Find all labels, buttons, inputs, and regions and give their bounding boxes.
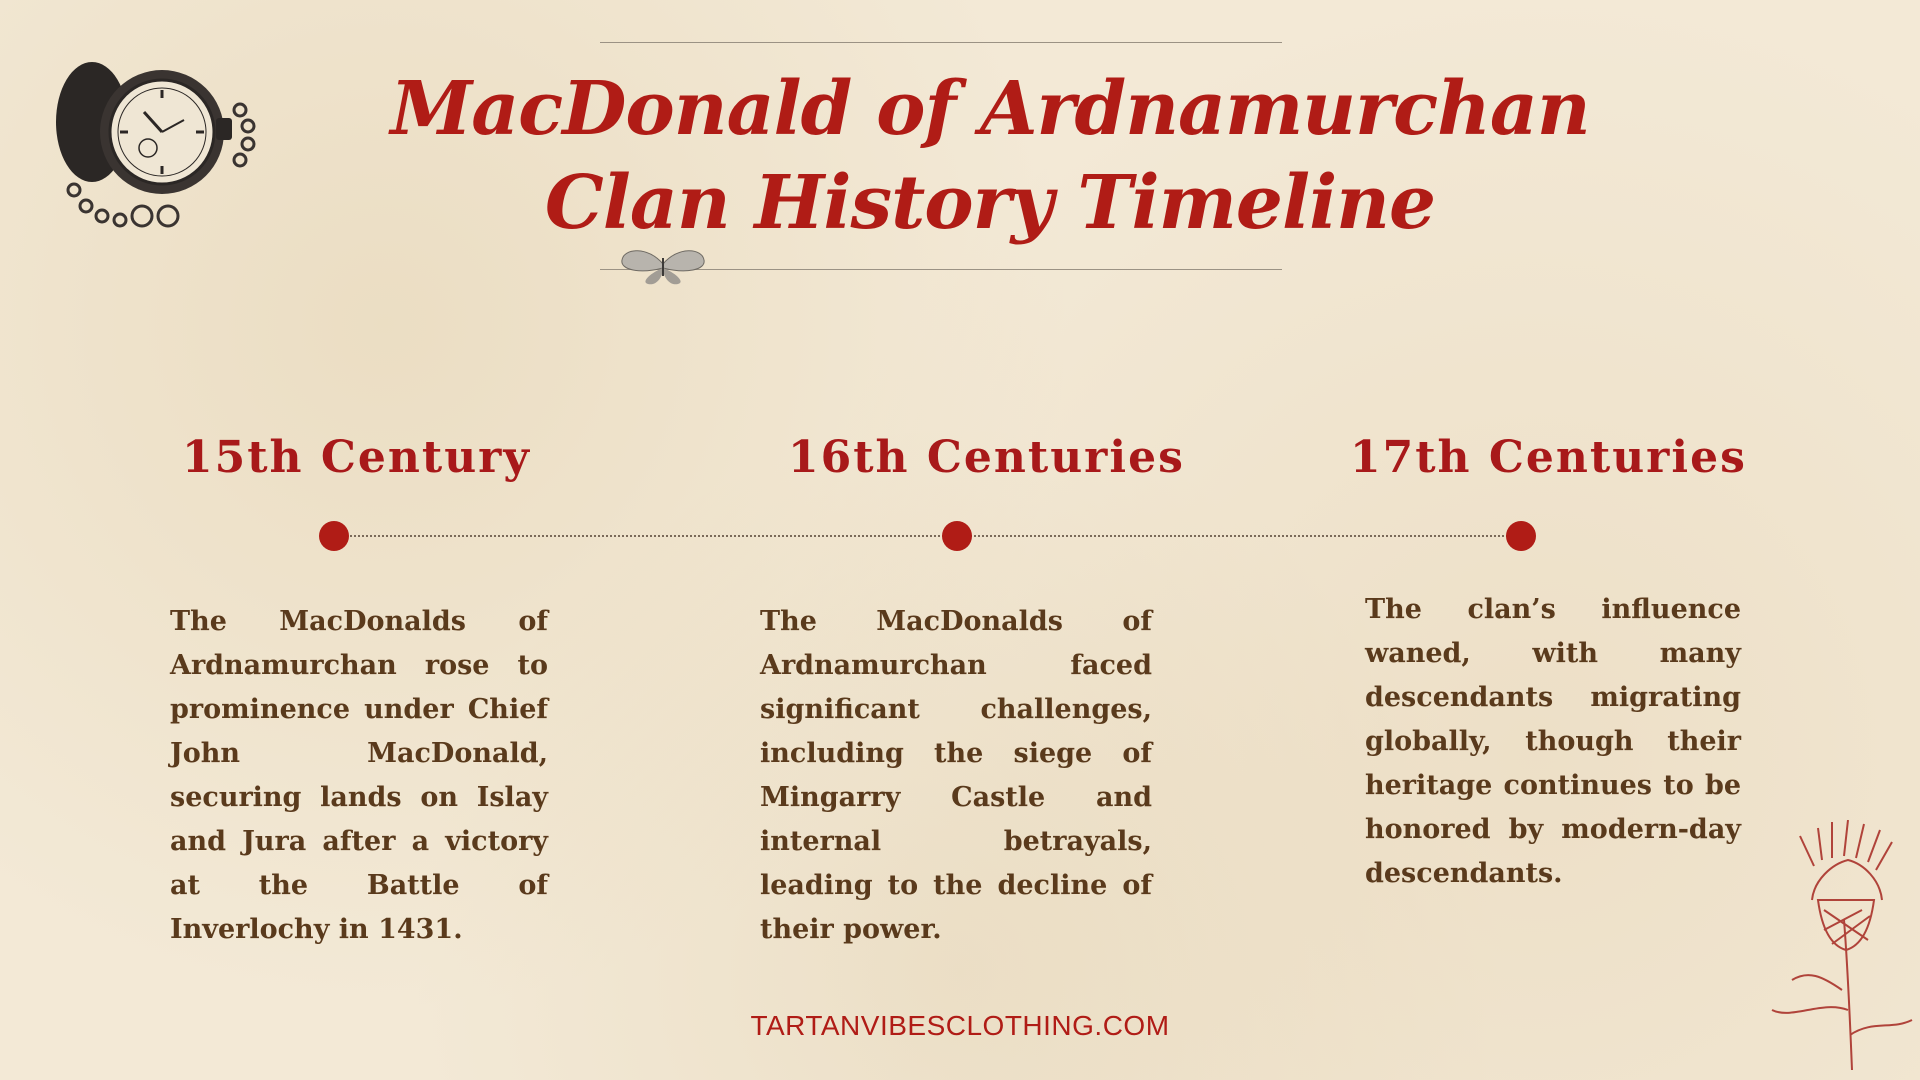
timeline-dot-15th (319, 521, 349, 551)
pocket-watch-icon (44, 40, 264, 240)
timeline-heading-16th-centuries: 16th Centuries (788, 432, 1185, 483)
timeline-text-17th-centuries: The clan’s influence waned, with many descendants migrating globally, though their heritage continues to be honored by modern-day descendants. (1365, 594, 1741, 889)
title-line-2: Clan History Timeline (544, 160, 1436, 246)
timeline-heading-17th-centuries: 17th Centuries (1350, 432, 1747, 483)
timeline-heading-15th-century: 15th Century (182, 432, 531, 483)
timeline-dot-17th (1506, 521, 1536, 551)
timeline-line (334, 535, 1520, 537)
title-line-1: MacDonald of Ardnamurchan (390, 66, 1590, 152)
timeline-dot-16th (942, 521, 972, 551)
title-top-rule (600, 42, 1282, 43)
footer-website: TARTANVIBESCLOTHING.COM (750, 1010, 1170, 1041)
timeline-text-16th-centuries: The MacDonalds of Ardnamurchan faced significant challenges, including the siege of Mingarry Castle and internal betrayals, leading to the decline of their power. (760, 606, 1152, 945)
butterfly-icon (618, 244, 708, 288)
page-title (300, 62, 1680, 250)
timeline-text-15th-century: The MacDonalds of Ardnamurchan rose to prominence under Chief John MacDonald, securing lands on Islay and Jura after a victory at the Battle of Inverlochy in 1431. (170, 606, 548, 945)
